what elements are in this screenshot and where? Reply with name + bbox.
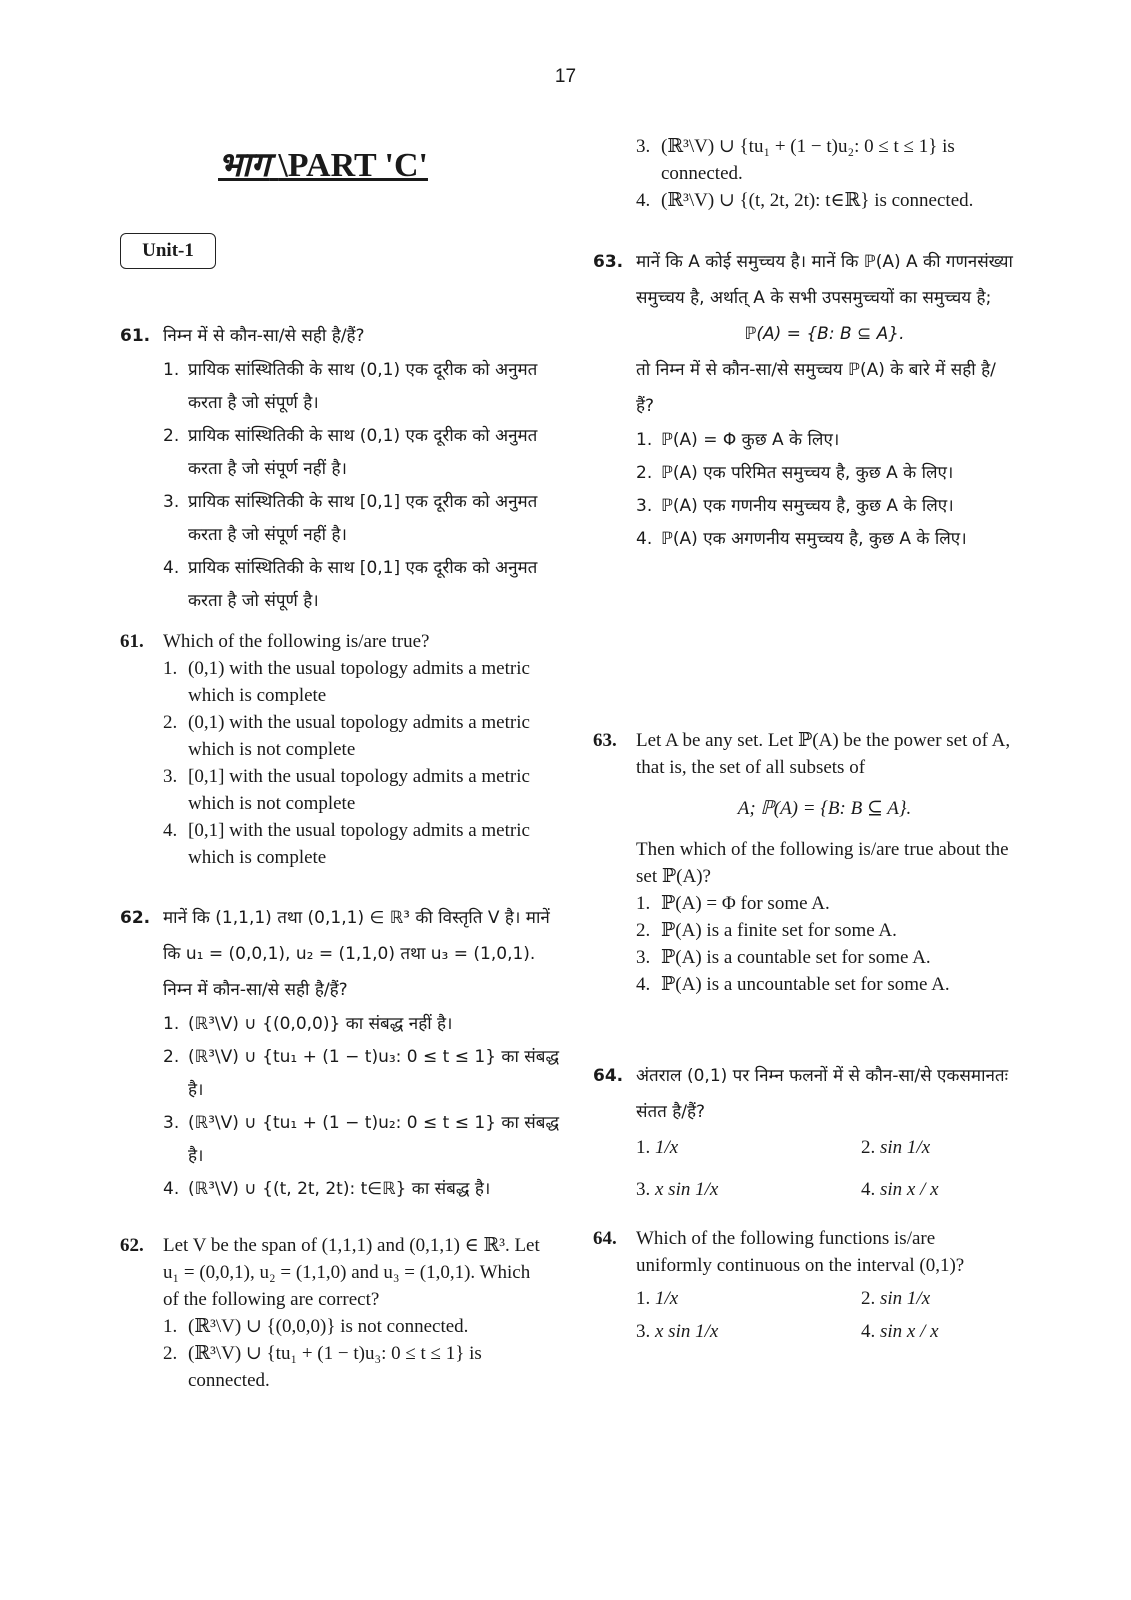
options-grid <box>636 1285 1013 1345</box>
option-3 <box>163 486 560 552</box>
option-2 <box>636 457 1013 490</box>
option-number: 3. <box>163 492 180 512</box>
option-2 <box>163 709 550 763</box>
question-stem: Let V be the span of (1,1,1) and (0,1,1) ∈ ℝ³. Let u₁ = (0,0,1), u₂ = (1,1,0) and u₃ = (1,0,1). Which of the following are correct? <box>163 1235 540 1310</box>
option-4 <box>861 1318 1011 1345</box>
question-number: 63. <box>593 252 624 272</box>
option-1 <box>163 354 560 420</box>
option-1 <box>163 1313 550 1340</box>
question-stem: अंतराल (0,1) पर निम्न फलनों में से कौन-सा/से एकसमानतः संतत है/हैं? <box>636 1066 1009 1122</box>
option-2 <box>163 420 560 486</box>
option-1 <box>636 1285 861 1312</box>
option-text: प्रायिक सांस्थितिकी के साथ (0,1) एक दूरीक को अनुमत करता है जो संपूर्ण है। <box>188 360 538 413</box>
question-number: 61. <box>120 631 144 652</box>
option-text: ℙ(A) एक गणनीय समुच्चय है, कुछ A के लिए। <box>661 496 954 516</box>
option-1 <box>636 1130 861 1166</box>
option-2 <box>861 1130 1011 1166</box>
option-number: 3. <box>636 947 651 968</box>
option-text: [0,1] with the usual topology admits a metric which is complete <box>188 820 530 868</box>
option-number: 2. <box>861 1137 876 1158</box>
option-text: (ℝ³\V) ∪ {(0,0,0)} का संबद्ध नहीं है। <box>188 1014 453 1034</box>
option-text: sin 1/x <box>880 1288 931 1309</box>
option-number: 1. <box>163 658 178 679</box>
option-text: (ℝ³\V) ∪ {tu₁ + (1 − t)u₂: 0 ≤ t ≤ 1} is connected. <box>661 136 955 184</box>
part-title-hindi: भाग <box>218 147 270 184</box>
option-3 <box>636 1172 861 1208</box>
option-text: x sin 1/x <box>655 1179 719 1200</box>
question-62-english-continued <box>593 133 1013 214</box>
part-title <box>218 140 428 186</box>
option-number: 4. <box>163 820 178 841</box>
question-62-english <box>120 1232 550 1394</box>
option-number: 4. <box>636 190 651 211</box>
options-grid <box>636 1130 1013 1208</box>
option-1 <box>163 655 550 709</box>
option-text: ℙ(A) = Φ कुछ A के लिए। <box>661 430 840 450</box>
question-61-hindi <box>120 318 560 618</box>
option-number: 3. <box>163 1113 180 1133</box>
option-text: ℙ(A) एक परिमित समुच्चय है, कुछ A के लिए। <box>661 463 954 483</box>
question-number: 64. <box>593 1228 617 1249</box>
question-63-english <box>593 727 1013 998</box>
question-stem: निम्न में से कौन-सा/से सही है/हैं? <box>163 326 365 346</box>
option-number: 1. <box>636 1288 651 1309</box>
question-61-english <box>120 628 550 871</box>
option-3 <box>636 944 1013 971</box>
question-64-hindi <box>593 1058 1013 1208</box>
option-text: 1/x <box>655 1288 679 1309</box>
question-number: 63. <box>593 730 617 751</box>
option-3 <box>636 133 1013 187</box>
option-text: ℙ(A) is a countable set for some A. <box>661 947 931 968</box>
option-number: 4. <box>861 1321 876 1342</box>
option-4 <box>163 552 560 618</box>
option-1 <box>163 1008 560 1041</box>
option-number: 2. <box>163 426 180 446</box>
option-3 <box>163 1107 560 1173</box>
option-number: 1. <box>163 1014 180 1034</box>
power-set-formula: A; ℙ(A) = {B: B ⊆ A}. <box>737 798 912 819</box>
option-4 <box>163 1173 560 1206</box>
option-number: 3. <box>636 1321 651 1342</box>
option-text: sin x / x <box>880 1179 939 1200</box>
option-number: 2. <box>163 1047 180 1067</box>
option-number: 1. <box>636 1137 651 1158</box>
option-number: 2. <box>163 712 178 733</box>
option-number: 1. <box>163 1316 178 1337</box>
option-number: 2. <box>861 1288 876 1309</box>
option-3 <box>163 763 550 817</box>
option-text: (ℝ³\V) ∪ {tu₁ + (1 − t)u₃: 0 ≤ t ≤ 1} का संबद्ध है। <box>188 1047 560 1100</box>
option-4 <box>861 1172 1011 1208</box>
option-3 <box>636 1318 861 1345</box>
option-text: sin x / x <box>880 1321 939 1342</box>
option-number: 1. <box>163 360 180 380</box>
option-number: 4. <box>636 529 653 549</box>
question-stem-continued: Then which of the following is/are true about the set ℙ(A)? <box>636 839 1009 887</box>
question-62-hindi <box>120 900 560 1206</box>
option-number: 1. <box>636 430 653 450</box>
option-number: 2. <box>163 1343 178 1364</box>
option-1 <box>636 890 1013 917</box>
option-2 <box>636 917 1013 944</box>
option-text: (0,1) with the usual topology admits a metric which is complete <box>188 658 530 706</box>
option-text: (ℝ³\V) ∪ {tu₁ + (1 − t)u₂: 0 ≤ t ≤ 1} का संबद्ध है। <box>188 1113 560 1166</box>
option-number: 1. <box>636 893 651 914</box>
option-number: 3. <box>636 136 651 157</box>
option-number: 3. <box>636 496 653 516</box>
option-text: ℙ(A) is a finite set for some A. <box>661 920 897 941</box>
option-2 <box>861 1285 1011 1312</box>
option-text: प्रायिक सांस्थितिकी के साथ [0,1] एक दूरीक को अनुमत करता है जो संपूर्ण नहीं है। <box>188 492 538 545</box>
question-stem: Let A be any set. Let ℙ(A) be the power set of A, that is, the set of all subsets of <box>636 730 1011 778</box>
question-stem: मानें कि (1,1,1) तथा (0,1,1) ∈ ℝ³ की विस्तृति V है। मानें कि u₁ = (0,0,1), u₂ = (1,1,0) तथा u₃ = (1,0,1). निम्न में कौन-सा/से सही है/हैं? <box>163 908 550 1000</box>
option-number: 2. <box>636 920 651 941</box>
question-63-hindi <box>593 244 1013 556</box>
option-1 <box>636 424 1013 457</box>
option-number: 4. <box>163 1179 180 1199</box>
option-number: 2. <box>636 463 653 483</box>
option-text: [0,1] with the usual topology admits a metric which is not complete <box>188 766 530 814</box>
option-text: (ℝ³\V) ∪ {(0,0,0)} is not connected. <box>188 1316 469 1337</box>
unit-label: Unit-1 <box>120 233 216 269</box>
option-3 <box>636 490 1013 523</box>
option-text: x sin 1/x <box>655 1321 719 1342</box>
power-set-formula: ℙ(A) = {B: B ⊆ A}. <box>744 324 905 344</box>
option-number: 4. <box>636 974 651 995</box>
option-number: 4. <box>163 558 180 578</box>
part-title-english: \PART 'C' <box>278 147 428 184</box>
option-4 <box>163 817 550 871</box>
option-2 <box>163 1340 550 1394</box>
page-number: 17 <box>554 66 577 87</box>
option-text: (ℝ³\V) ∪ {(t, 2t, 2t): t∈ℝ} is connected. <box>661 190 974 211</box>
question-stem: Which of the following functions is/are uniformly continuous on the interval (0,1)? <box>636 1228 965 1276</box>
question-number: 64. <box>593 1066 624 1086</box>
option-2 <box>163 1041 560 1107</box>
option-text: (ℝ³\V) ∪ {(t, 2t, 2t): t∈ℝ} का संबद्ध है। <box>188 1179 491 1199</box>
question-number: 62. <box>120 908 151 928</box>
option-text: sin 1/x <box>880 1137 931 1158</box>
option-number: 4. <box>861 1179 876 1200</box>
option-number: 3. <box>636 1179 651 1200</box>
question-stem: मानें कि A कोई समुच्चय है। मानें कि ℙ(A) A की गणनसंख्या समुच्चय है, अर्थात् A के सभी उपसमुच्चयों का समुच्चय है; <box>636 252 1013 308</box>
option-text: ℙ(A) एक अगणनीय समुच्चय है, कुछ A के लिए। <box>661 529 967 549</box>
question-stem: Which of the following is/are true? <box>163 631 430 652</box>
option-text: ℙ(A) is a uncountable set for some A. <box>661 974 950 995</box>
question-stem-continued: तो निम्न में से कौन-सा/से समुच्चय ℙ(A) के बारे में सही है/हैं? <box>636 360 996 416</box>
option-4 <box>636 187 1013 214</box>
question-number: 61. <box>120 326 151 346</box>
option-text: (ℝ³\V) ∪ {tu₁ + (1 − t)u₃: 0 ≤ t ≤ 1} is connected. <box>188 1343 482 1391</box>
question-number: 62. <box>120 1235 144 1256</box>
option-text: प्रायिक सांस्थितिकी के साथ (0,1) एक दूरीक को अनुमत करता है जो संपूर्ण नहीं है। <box>188 426 538 479</box>
option-text: ℙ(A) = Φ for some A. <box>661 893 830 914</box>
option-text: प्रायिक सांस्थितिकी के साथ [0,1] एक दूरीक को अनुमत करता है जो संपूर्ण है। <box>188 558 538 611</box>
question-64-english <box>593 1225 1013 1345</box>
option-text: 1/x <box>655 1137 679 1158</box>
option-number: 3. <box>163 766 178 787</box>
option-4 <box>636 971 1013 998</box>
option-4 <box>636 523 1013 556</box>
option-text: (0,1) with the usual topology admits a metric which is not complete <box>188 712 530 760</box>
